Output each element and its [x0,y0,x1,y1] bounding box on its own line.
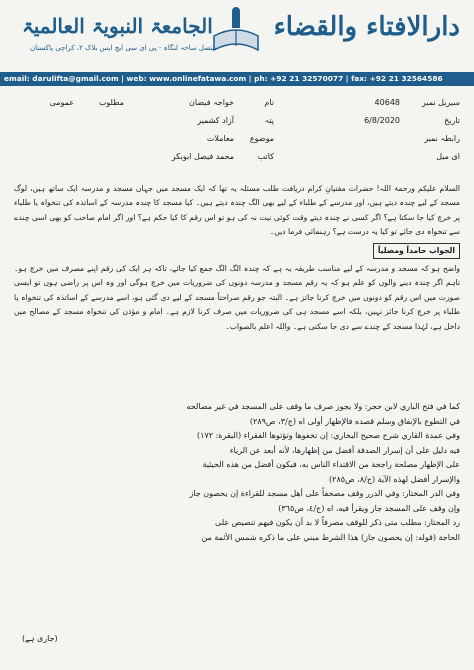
question-text: السلام علیکم ورحمۃ اللہ! حضرات مفتیانِ کرام دریافت طلب مسئلہ یہ تھا کہ ایک مسجد میں جہاں مسجد و مدرسہ ایک ساتھ ہیں، لوگ مسجد کے لیے چندہ دیتے ہیں، اور مدرسے کے طلباء کے لیے بھی الگ چندہ دیتے ہیں۔ کیا مسجد کا چندہ مدرسہ کے اساتذہ کی تنخواہ یا طلباء پر خرچ کیا جا سکتا ہے؟ اگر کسی نے چندہ دیتے وقت کوئی نیت نہ کی ہو تو اس رقم کا کیا حکم ہے؟ اور اگر امام صاحب کو بھی اسی چندے سے تنخواہ دی جائے تو کیا یہ درست ہے؟ رہنمائی فرما دیں۔ [14,184,460,237]
darulifta-logo-text: دارالافتاء والقضاء [273,12,460,42]
arabic-ref-line: رد المحتار: مطلب متى ذكر للوقف مصرفاً لا بد أن يكون فيهم تنصيص على [215,518,460,527]
arabic-ref-line: على الإظهار مصلحة راجحة من الاقتداء الناس به، فيكون أفضل من هذه الحيثية [202,460,460,469]
fatwa-meta [0,94,474,180]
writer-value: محمد فیصل ابوبکر [171,152,234,161]
arabic-ref-line: وإن وقف على المسجد جاز ويقرأ فيه، اه (ج/٤، ص٣٦٥) [278,503,460,513]
writer-label: کاتب [257,152,274,161]
answer-text: واضح ہو کہ مسجد و مدرسہ کے لیے مناسب طریقہ یہ ہے کہ چندہ الگ الگ جمع کیا جائے، تاکہ ہر ایک کی رقم اپنے مصرف میں خرچ ہو۔ تاہم اگر چندہ دینے والوں کو علم ہو کہ یہ رقم مسجد و مدرسہ دونوں کی ضروریات میں خرچ ہوگی اور وہ اس پر راضی ہوں تو ایسی صورت میں اس رقم کو دونوں میں خرچ کرنا جائز ہے۔ البتہ جو رقم صراحتاً مسجد کے لیے دی گئی ہو، اسے مدرسے کے اساتذہ کی تنخواہ یا طلباء پر خرچ کرنا جائز نہیں، بلکہ اسے مسجد ہی کی ضروریات میں صرف کرنا لازم ہے۔ امام و مؤذن کی تنخواہ مسجد کے مصالح میں داخل ہے، لہٰذا مسجد کے چندے سے دی جا سکتی ہے۔ واللہ اعلم بالصواب۔ [14,264,460,331]
address-line: متصل ساحہ لنگاہ - پی ای سی ایچ ایس بلاک ۲، کراچی پاکستان [30,44,217,52]
serial-value: 40648 [374,98,400,107]
required-value: عمومی [49,98,74,107]
arabic-ref-line: وفي الدر المختار: وفي الدرر وقف مصحفاً على أهل مسجد للقراءة إن يحصون جاز [189,489,460,498]
name-label: نام [264,98,274,107]
arabic-ref-line: الحاجة (قوله: إن يحصون جاز) هذا الشرط مبني على ما ذكره شمس الأئمة من [201,532,460,542]
arabic-ref-line: في التطوع بالإنفاق وسلم قصده فالإظهار أولى اه (ج/٣، ص٢٨٩) [249,416,460,426]
arabic-ref-line: والإسرار أفضل لهذه الآية (ج/٨، ص٢٨٥) [329,474,460,484]
email-label: ای میل [436,152,460,161]
name-value: خواجہ فیضان [189,98,234,107]
contact-fax: fax: +92 21 32564586 [351,74,443,83]
date-value: 6/8/2020 [364,116,400,125]
serial-label: سیریل نمبر [421,98,460,107]
required-label: مطلوب [98,98,124,107]
address-value: آزاد کشمیر [197,116,234,125]
contact-phone: ph: +92 21 32570077 [254,74,344,83]
contact-web[interactable]: web: www.onlinefatawa.com [126,74,247,83]
date-label: تاریخ [444,116,460,125]
contact-bar: email: darulifta@gmail.com | web: www.onlinefatawa.com | ph: +92 21 32570077 | fax: +92 21 32564586 [0,72,474,86]
arabic-ref-line: وفي عمدة القاري شرح صحيح البخاري: إن تخفوها وتؤتوها الفقراء (البقرة: ١٧٢) [197,431,460,440]
topic-label: موضوع [249,134,274,143]
contact-email[interactable]: email: darulifta@gmail.com [4,74,119,83]
address-label: پتہ [264,116,274,125]
answer-heading: الجواب حامداً ومصلیاً [373,243,460,259]
topic-value: معاملات [206,134,234,143]
contact-number-label: رابطہ نمبر [424,134,460,143]
letterhead [10,6,466,68]
continued-note: (جاری ہے) [22,634,58,643]
fatwa-body [14,182,460,337]
arabic-ref-line: فيه دليل على أن إسرار الصدقة أفضل من إظهارها، لأنه أبعد عن الرياء [229,445,460,455]
jamia-logo-text: الجامعۃ النبویۃ العالمیۃ [22,14,213,38]
arabic-references [14,400,460,545]
arabic-ref-line: كما في فتح الباري لابن حجر: ولا يجوز صرف ما وقف على المسجد في غير مصالحه [186,402,460,411]
